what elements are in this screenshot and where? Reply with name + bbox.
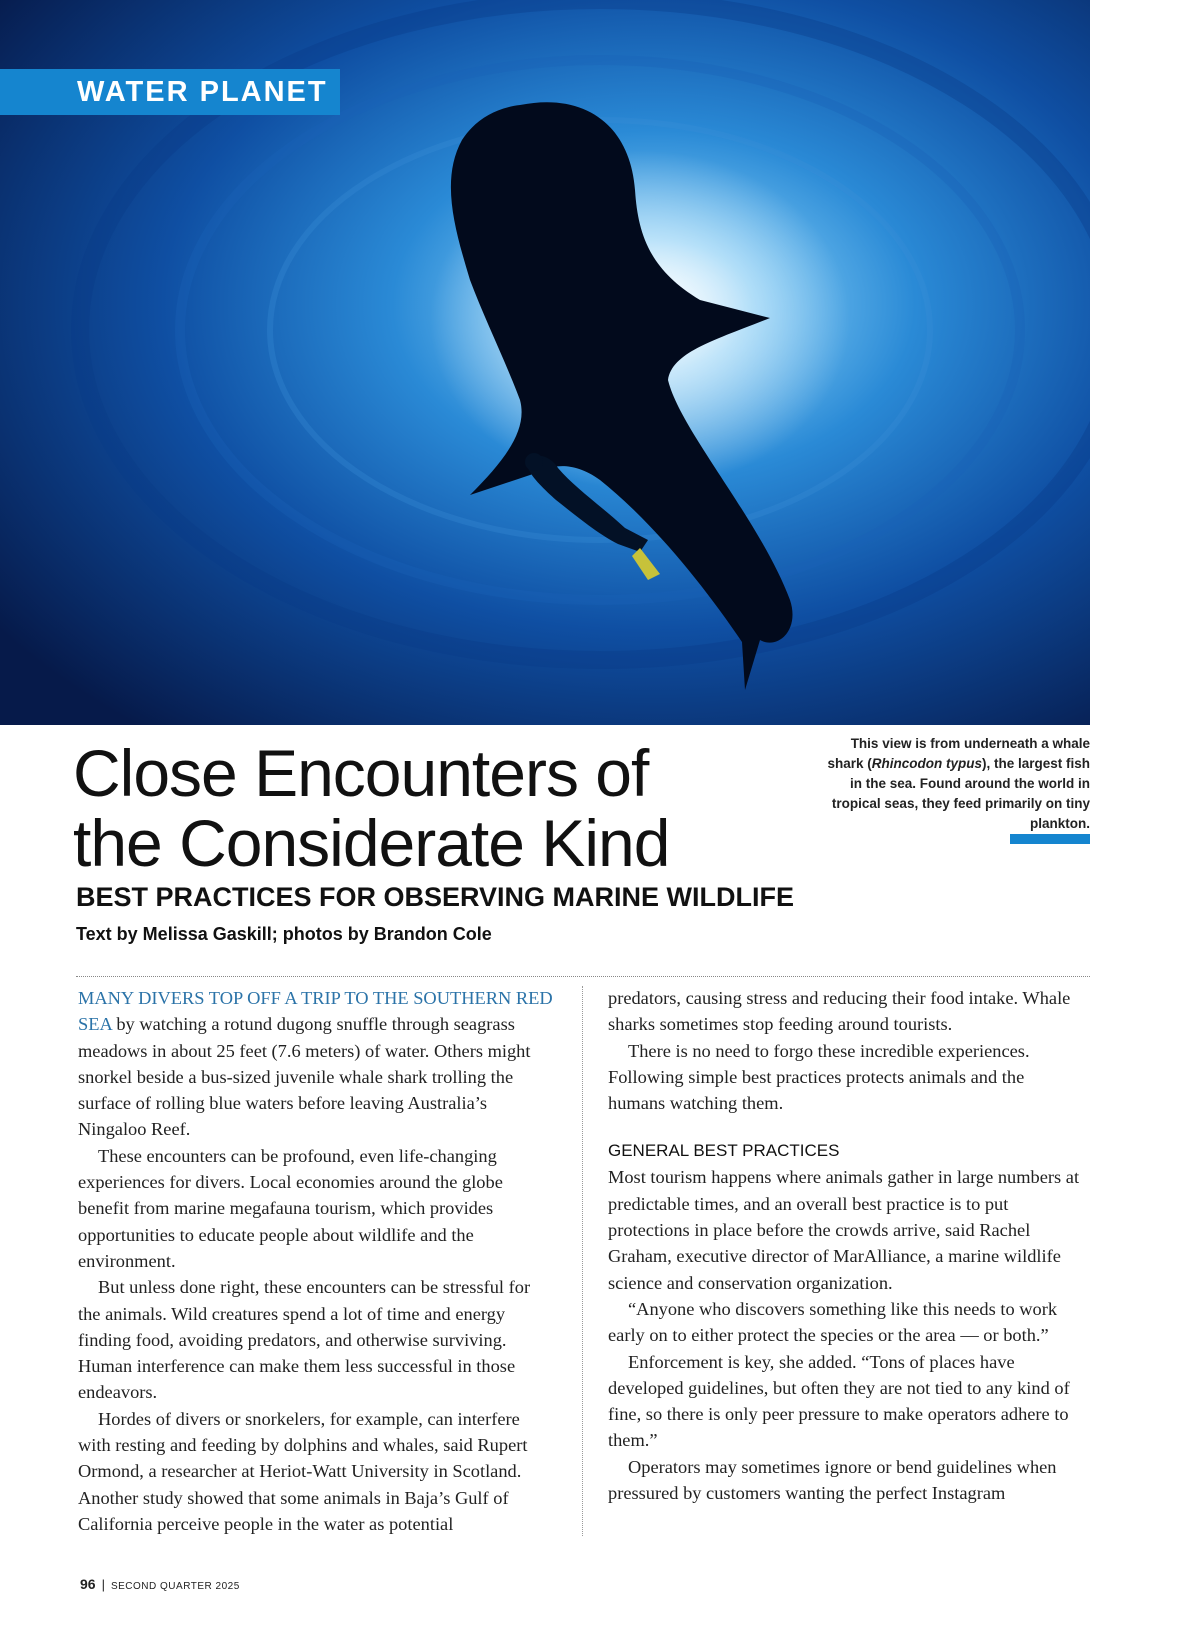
species-name: Rhincodon typus xyxy=(871,756,982,771)
article-column-right xyxy=(608,985,1083,1506)
page-footer xyxy=(80,1576,240,1592)
section-tag: WATER PLANET xyxy=(0,69,340,115)
paragraph: There is no need to forgo these incredible experiences. Following simple best practices protects animals and the humans watching them. xyxy=(608,1040,1030,1114)
issue-label: SECOND QUARTER 2025 xyxy=(110,1581,240,1592)
article-title xyxy=(73,738,833,878)
caption-accent-bar xyxy=(1010,834,1090,844)
paragraph: Operators may sometimes ignore or bend guidelines when pressured by customers wanting the perfect Instagram xyxy=(608,1456,1057,1504)
column-divider xyxy=(582,986,583,1536)
paragraph: MANY DIVERS TOP OFF A TRIP TO THE SOUTHERN RED SEA by watching a rotund dugong snuffle through seagrass meadows in about 25 feet (7.6 meters) of water. Others might snorkel beside a bus-sized juvenile whale shark trolling the surface of rolling blue waters before leaving Australia’s Ningaloo Reef. xyxy=(78,988,553,1140)
article-subtitle: BEST PRACTICES FOR OBSERVING MARINE WILDLIFE xyxy=(76,882,795,912)
byline: Text by Melissa Gaskill; photos by Brandon Cole xyxy=(76,924,492,944)
paragraph: But unless done right, these encounters can be stressful for the animals. Wild creatures spend a lot of time and energy finding food, avoiding predators, and otherwise surviving. Human interference can make them less successful in those endeavors. xyxy=(78,1277,531,1403)
title-line-2: the Considerate Kind xyxy=(73,806,670,880)
section-subheading: GENERAL BEST PRACTICES xyxy=(608,1141,840,1161)
paragraph: “Anyone who discovers something like this needs to work early on to either protect the species or the area — or both.” xyxy=(608,1298,1058,1346)
page-number: 96 xyxy=(80,1576,96,1592)
article-column-left xyxy=(78,985,553,1537)
paragraph: Enforcement is key, she added. “Tons of places have developed guidelines, but often they are not tied to any kind of fine, so there is only peer pressure to make operators adhere to them.” xyxy=(608,1351,1070,1451)
paragraph: Most tourism happens where animals gather in large numbers at predictable times, and an overall best practice is to put protections in place before the crowds arrive, said Rachel Graham, executive director of MarAlliance, a marine wildlife science and conservation organization. xyxy=(608,1167,1080,1293)
divider-rule xyxy=(76,976,1090,977)
paragraph: These encounters can be profound, even life-changing experiences for divers. Local economies around the globe benefit from marine megafauna tourism, which provides opportunities to educate people about wildlife and the environment. xyxy=(78,1145,503,1271)
lead-in: MANY DIVERS TOP OFF A TRIP TO THE SOUTHERN RED SEA xyxy=(78,988,553,1035)
paragraph: Hordes of divers or snorkelers, for example, can interfere with resting and feeding by dolphins and whales, said Rupert Ormond, a researcher at Heriot-Watt University in Scotland. Another study showed that some animals in Baja’s Gulf of California perceive people in the water as potential xyxy=(78,1408,528,1534)
title-line-1: Close Encounters of xyxy=(73,736,649,810)
photo-caption: This view is from underneath a whale shark (Rhincodon typus), the largest fish in the sea. Found around the world in tropical seas, they feed primarily on tiny plankton. xyxy=(827,736,1090,831)
footer-separator: | xyxy=(101,1577,105,1592)
paragraph: predators, causing stress and reducing their food intake. Whale sharks sometimes stop feeding around tourists. xyxy=(608,988,1071,1035)
